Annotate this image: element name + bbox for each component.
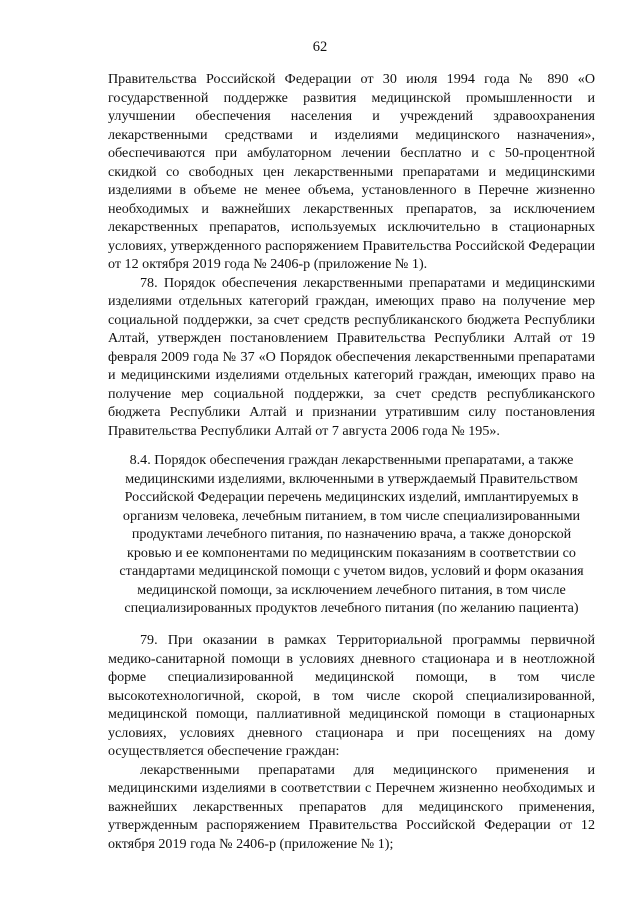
section-heading-block: [108, 451, 595, 618]
paragraph-79-subitem-1: лекарственными препаратами для медицинского применения и медицинскими изделиями в соответствии с Перечнем жизненно необходимых и важнейших лекарственных препаратов для медицинского применения, утвержденным распоряжением Правительства Российской Федерации от 12 октября 2019 года № 2406-р (приложение № 1);: [108, 761, 595, 852]
page-number: 62: [312, 39, 328, 55]
text-block-79: [108, 631, 595, 853]
text-block-continuation: [108, 70, 595, 440]
paragraph-continuation: Правительства Российской Федерации от 30 июля 1994 года № 890 «О государственной поддержке развития медицинской промышленности и улучшении обеспечения населения и учреждений здравоохранения лекарственными средствами и изделиями медицинского назначения», обеспечиваются при амбулаторном лечении бесплатно и с 50-процентной скидкой со свободных цен лекарственными препаратами и медицинскими изделиями в объеме не менее объема, установленного в Перечне жизненно необходимых и важнейших лекарственных препаратов, за исключением лекарственных препаратов, используемых исключительно в стационарных условиях, утвержденного распоряжением Правительства Российской Федерации от 12 октября 2019 года № 2406-р (приложение № 1).: [108, 71, 595, 272]
section-heading-8-4: 8.4. Порядок обеспечения граждан лекарственными препаратами, а также медицинскими изделиями, включенными в утверждаемый Правительством Российской Федерации перечень медицинских изделий, имплантируемых в организм человека, лечебным питанием, в том числе специализированными продуктами лечебного питания, по назначению врача, а также донорской кровью и ее компонентами по медицинским показаниям в соответствии со стандартами медицинской помощи с учетом видов, условий и форм оказания медицинской помощи, за исключением лечебного питания, в том числе специализированных продуктов лечебного питания (по желанию пациента): [119, 452, 584, 616]
paragraph-79: 79. При оказании в рамках Территориальной программы первичной медико-санитарной помощи в условиях дневного стационара и в неотложной форме специализированной медицинской помощи, в том числе высокотехнологичной, скорой, в том числе скорой специализированной, медицинской помощи, паллиативной медицинской помощи в стационарных условиях, условиях дневного стационара и при посещениях на дому осуществляется обеспечение граждан:: [108, 632, 595, 759]
paragraph-78: 78. Порядок обеспечения лекарственными препаратами и медицинскими изделиями отдельных категорий граждан, имеющих право на получение мер социальной поддержки, за счет средств республиканского бюджета Республики Алтай, утвержден постановлением Правительства Республики Алтай от 19 февраля 2009 года № 37 «О Порядок обеспечения лекарственными препаратами и медицинскими изделиями отдельных категорий граждан, имеющих право на получение мер социальной поддержки, за счет средств республиканского бюджета Республики Алтай и признании утратившим силу постановления Правительства Республики Алтай от 7 августа 2006 года № 195».: [108, 274, 595, 439]
